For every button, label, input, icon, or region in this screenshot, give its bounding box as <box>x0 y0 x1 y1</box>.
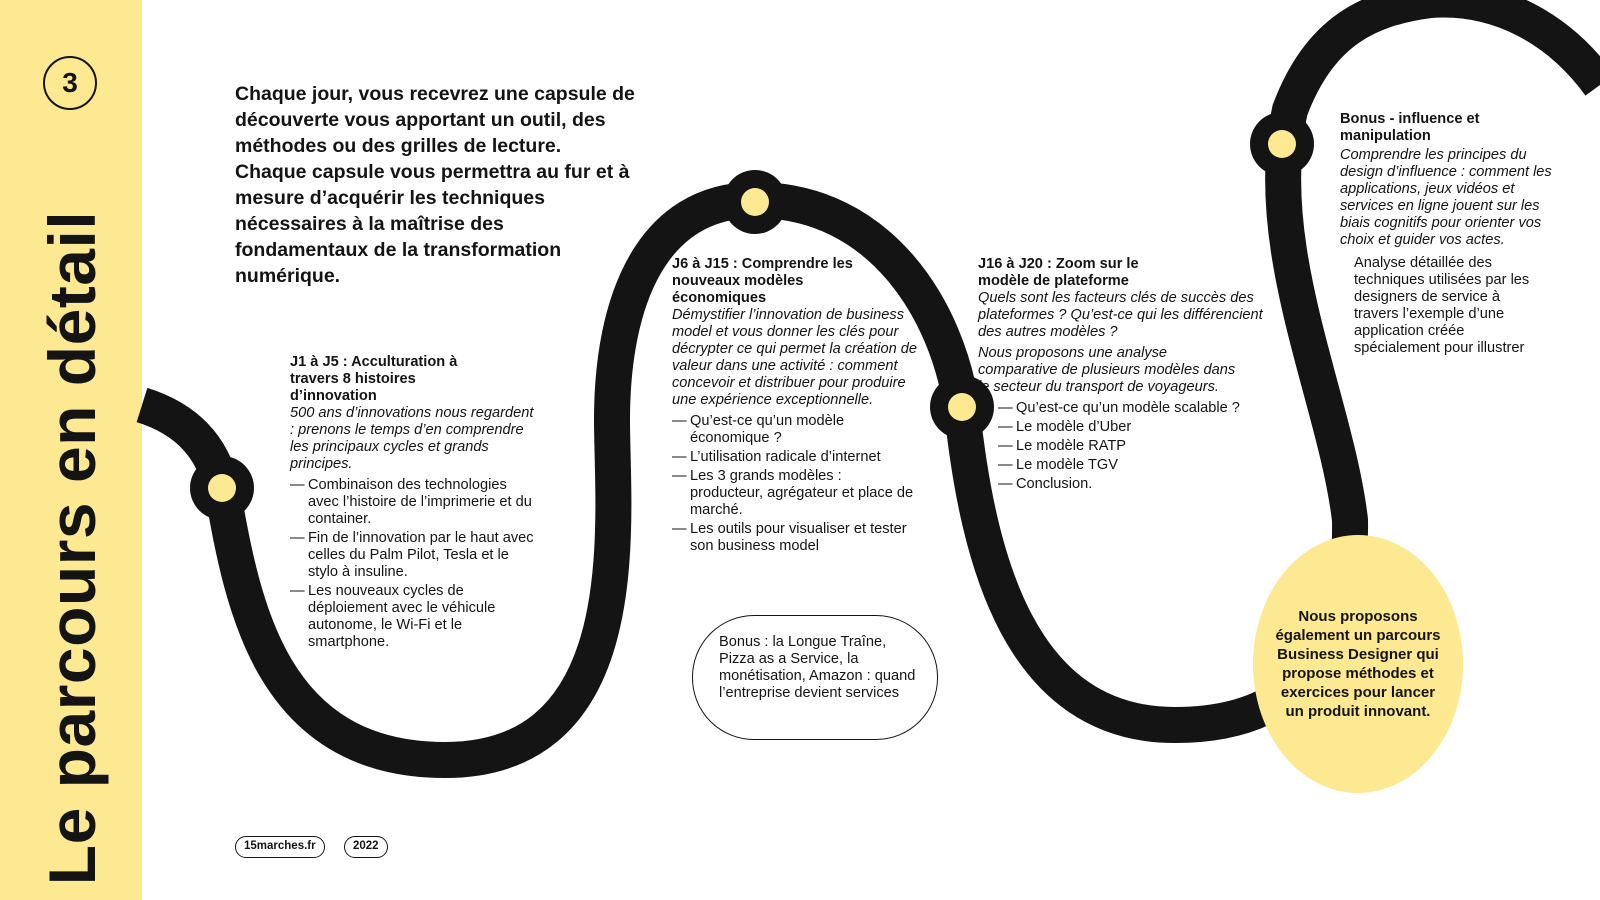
list-item: — Qu’est-ce qu’un modèle scalable ? <box>998 400 1278 417</box>
step-detail: Analyse détaillée des techniques utilisées par les designers de service à travers l’exemple d’une application créée spécialement pour illustrer <box>1354 255 1530 356</box>
list-item: — Conclusion. <box>998 476 1278 493</box>
step-list <box>998 400 1278 493</box>
list-item: — Le modèle d’Uber <box>998 419 1278 436</box>
list-item: — Le modèle TGV <box>998 457 1278 474</box>
step-description-2: Nous proposons une analyse comparative de plusieurs modèles dans le secteur du transport de voyageurs. <box>978 345 1236 395</box>
step-heading: J1 à J5 : Acculturation à travers 8 histoires d’innovation <box>290 354 458 404</box>
bonus-pill-j6-j15: Bonus : la Longue Traîne, Pizza as a Service, la monétisation, Amazon : quand l’entreprise devient services <box>692 615 938 740</box>
list-item: — Les 3 grands modèles : producteur, agrégateur et place de marché. <box>672 468 917 519</box>
page-title: Le parcours en détail <box>35 210 109 886</box>
business-designer-callout: Nous proposons également un parcours Business Designer qui propose méthodes et exercices pour lancer un produit innovant. <box>1253 535 1463 793</box>
list-item: — Les outils pour visualiser et tester son business model <box>672 521 917 555</box>
step-heading: J6 à J15 : Comprendre les nouveaux modèles économiques <box>672 256 853 306</box>
step-j16-j20 <box>978 256 1278 495</box>
milestone-dot-4 <box>1250 112 1314 176</box>
list-item: — L’utilisation radicale d’internet <box>672 449 917 466</box>
intro-paragraph: Chaque jour, vous recevrez une capsule de découverte vous apportant un outil, des méthodes ou des grilles de lecture. Chaque capsule vous permettra au fur et à mesure d’acquérir les techniques nécessaires à la maîtrise des fondamentaux de la transformation numérique. <box>235 83 635 287</box>
year-tag: 2022 <box>344 836 388 858</box>
step-heading: J16 à J20 : Zoom sur le modèle de plateforme <box>978 256 1139 289</box>
step-heading: Bonus - influence et manipulation <box>1340 111 1480 144</box>
list-item: — Qu’est-ce qu’un modèle économique ? <box>672 413 917 447</box>
step-description: Démystifier l’innovation de business model et vous donner les clés pour décrypter ce qui permet la création de valeur dans une activité : comment concevoir et distribuer pour produire une expérience exceptionnelle. <box>672 307 917 408</box>
step-description: 500 ans d’innovations nous regardent : prenons le temps d’en comprendre les principaux cycles et grands principes. <box>290 405 534 472</box>
step-list <box>672 413 917 555</box>
milestone-dot-2 <box>723 170 787 234</box>
page-number-badge: 3 <box>43 56 97 110</box>
step-j6-j15 <box>672 256 917 557</box>
milestone-dot-1 <box>190 456 254 520</box>
list-item: — Fin de l’innovation par le haut avec celles du Palm Pilot, Tesla et le stylo à insuline. <box>290 530 540 581</box>
step-list <box>290 477 540 651</box>
site-tag: 15marches.fr <box>235 836 325 858</box>
step-bonus-influence <box>1340 111 1555 357</box>
list-item: — Le modèle RATP <box>998 438 1278 455</box>
step-j1-j5 <box>290 354 540 653</box>
step-description: Quels sont les facteurs clés de succès des plateformes ? Qu’est-ce qui les différencient des autres modèles ? <box>978 290 1263 340</box>
list-item: — Combinaison des technologies avec l’histoire de l’imprimerie et du container. <box>290 477 540 528</box>
step-description: Comprendre les principes du design d’influence : comment les applications, jeux vidéos et services en ligne jouent sur les biais cognitifs pour orienter vos choix et guider vos actes. <box>1340 147 1552 248</box>
list-item: — Les nouveaux cycles de déploiement avec le véhicule autonome, le Wi-Fi et le smartphone. <box>290 583 540 651</box>
